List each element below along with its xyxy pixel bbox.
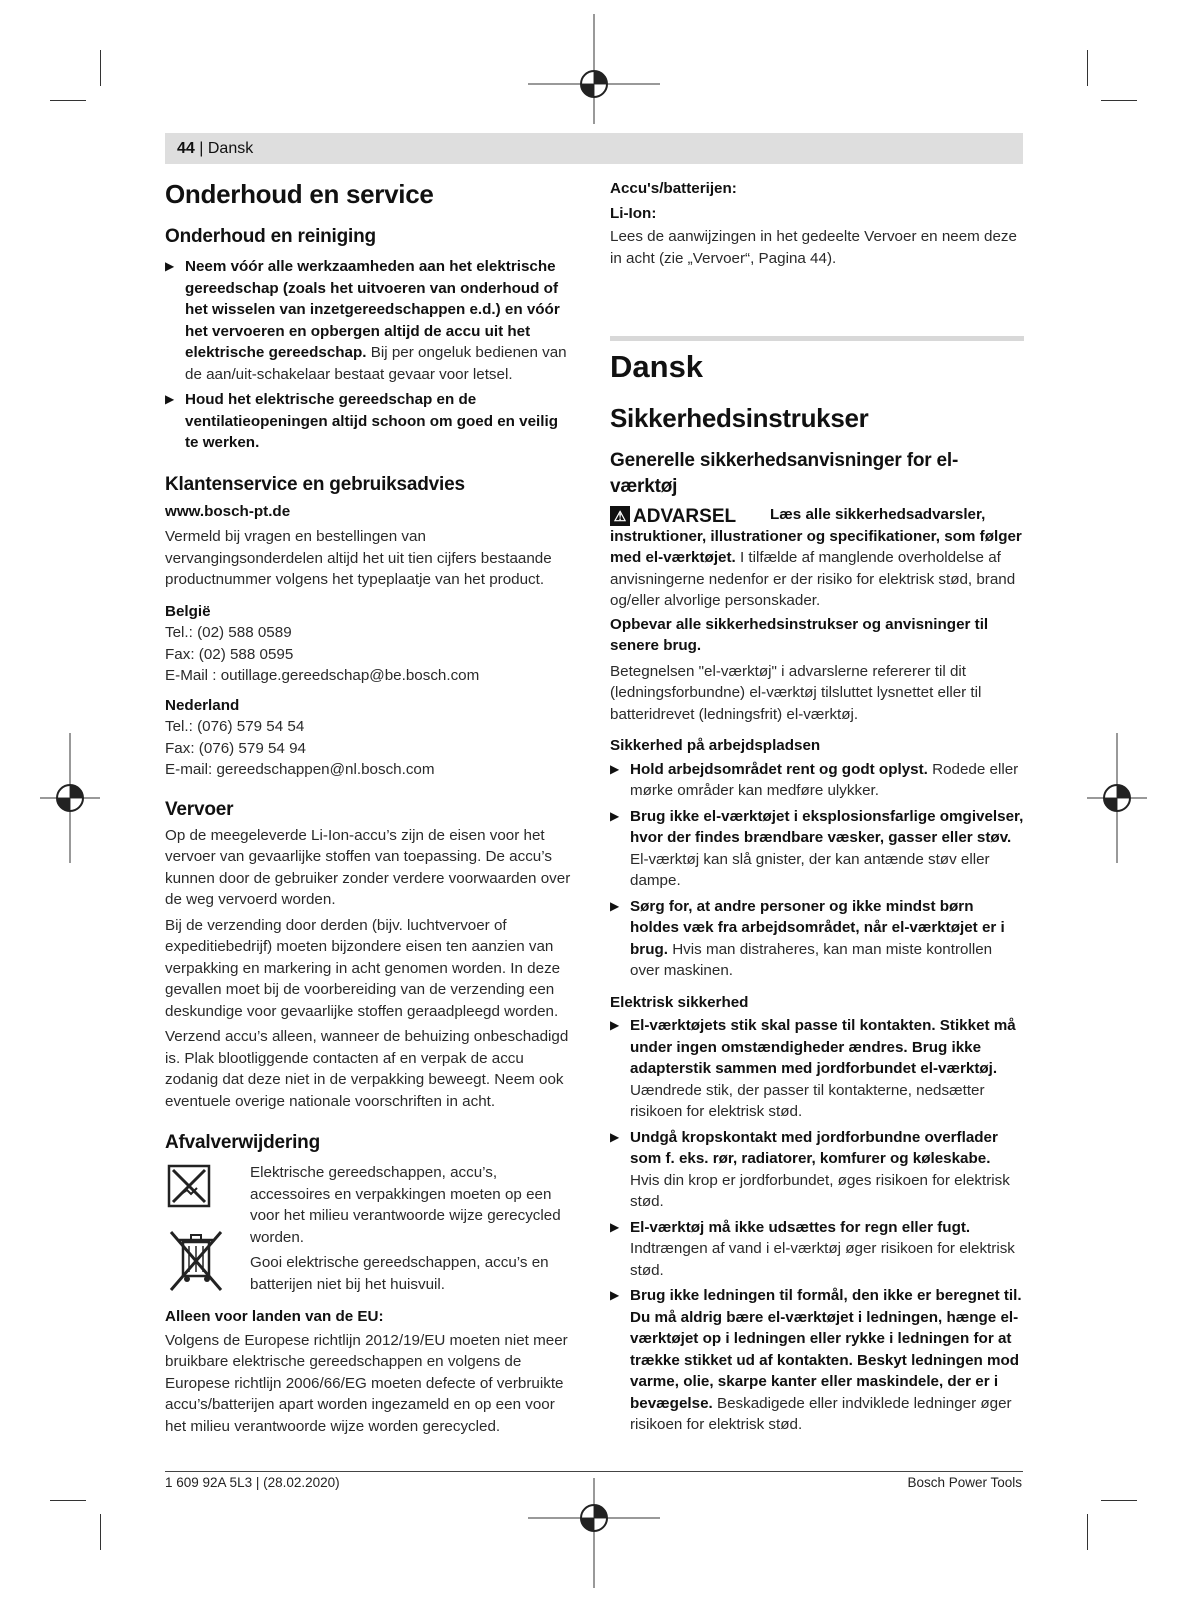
footer-divider	[165, 1471, 1023, 1472]
paragraph: Lees de aanwijzingen in het gedeelte Vervoer en neem deze in acht (zie „Vervoer“, Pagina 44).	[610, 228, 1017, 267]
header-language: Dansk	[207, 140, 254, 157]
crossed-bin-icon	[167, 1230, 225, 1294]
paragraph: Opbevar alle sikkerhedsinstrukser og anvisninger til senere brug.	[610, 615, 989, 654]
triangle-right-icon: ▶	[165, 392, 175, 406]
phone: Tel.: (076) 579 54 54	[165, 718, 305, 735]
crop-mark	[1087, 50, 1088, 86]
section-title: Onderhoud en service	[165, 179, 434, 209]
list-item: ▶ Neem vóór alle werkzaamheden aan het elektrische gereedschap (zoals het uitvoeren van onderhoud of het wisselen van inzetgereedschappen e.d.) en vóór het vervoeren en opbergen altijd de accu uit het elektrische gereedschap. Bij per ongeluk bedienen van de aan/uit-schakelaar bestaat gevaar voor letsel.	[165, 258, 567, 383]
triangle-right-icon: ▶	[165, 259, 175, 273]
paragraph: Vermeld bij vragen en bestellingen van vervangingsonderdelen altijd het uit tien cijfers bestaande productnummer volgens het typeplaatje van het product.	[165, 528, 552, 588]
list-item: ▶ Houd het elektrische gereedschap en de ventilatieopeningen altijd schoon om goed en veilig te werken.	[165, 391, 558, 451]
list-item: ▶ Brug ikke el-værktøjet i eksplosionsfarlige omgivelser, hvor der findes brændbare væsker, gasser eller støv. El-værktøj kan slå gnister, der kan antænde støv eller dampe.	[610, 807, 1024, 889]
list-item: ▶ El-værktøjets stik skal passe til kontakten. Stikket må under ingen omstændigheder ændres. Brug ikke adapterstik sammen med jordforbundet el-værktøj. Uændrede stik, der passer til kontakterne, nedsætter risikoen for elektrisk stød.	[610, 1017, 1016, 1120]
triangle-right-icon: ▶	[610, 1219, 620, 1234]
triangle-right-icon: ▶	[610, 898, 620, 913]
crop-mark	[50, 100, 86, 101]
page-header-text	[177, 140, 253, 158]
section-title: Sikkerhedsinstrukser	[610, 403, 869, 433]
paragraph: Læs alle sikkerhedsadvarsler, instruktioner, illustrationer og specifikationer, som følger med el-værktøjet. I tilfælde af manglende overholdelse af anvisningerne nedenfor er der risiko for elektrisk stød, brand og/eller alvorlige personskader.	[610, 506, 1022, 609]
subsection-title: Klantenservice en gebruiksadvies	[165, 473, 465, 495]
right-column-top	[610, 178, 1024, 273]
list-item: ▶ Undgå kropskontakt med jordforbundne overflader som f. eks. rør, radiatorer, komfurer og køleskabe. Hvis din krop er jordforbundet, øges risikoen for elektrisk stød.	[610, 1128, 1010, 1210]
registration-mark-icon	[528, 1478, 660, 1588]
crop-mark	[1101, 1500, 1137, 1501]
email[interactable]: E-mail: gereedschappen@nl.bosch.com	[165, 761, 435, 778]
registration-mark-icon	[528, 14, 660, 124]
paragraph: Verzend accu’s alleen, wanneer de behuizing onbeschadigd is. Plak blootliggende contacten af en verpak de accu zodanig dat deze niet in de verpakking beweegt. Neem ook eventuele overige nationale voorschriften in acht.	[165, 1028, 569, 1110]
triangle-right-icon: ▶	[610, 1129, 620, 1144]
subheading: Accu's/batterijen:	[610, 180, 737, 197]
left-column	[165, 178, 575, 1441]
crop-mark	[1101, 100, 1137, 101]
subheading: Elektrisk sikkerhed	[610, 993, 749, 1011]
subsection-title: Onderhoud en reiniging	[165, 226, 376, 247]
right-column	[610, 348, 1024, 1440]
page-header	[165, 133, 1023, 164]
country-title: Nederland	[165, 696, 240, 714]
registration-mark-icon	[40, 733, 100, 863]
disposal-block	[165, 1162, 575, 1302]
triangle-right-icon: ▶	[610, 761, 620, 776]
list-item: ▶ Brug ikke ledningen til formål, den ikke er beregnet til. Du må aldrig bære el-værktøjet i ledningen, hænge el-værktøjet op i ledningen eller rykke i ledningen for at trække stikket ud af kontakten. Beskyt ledningen mod varme, olie, skarpe kanter eller maskindele, der er i bevægelse. Beskadigede eller indviklede ledninger øger risikoen for elektrisk stød.	[610, 1287, 1022, 1433]
footer-brand: Bosch Power Tools	[907, 1475, 1022, 1490]
website-link[interactable]: www.bosch-pt.de	[165, 502, 291, 520]
triangle-right-icon: ▶	[610, 1018, 620, 1032]
language-title: Dansk	[610, 349, 704, 384]
recycle-no-dump-icon	[167, 1164, 211, 1208]
subsection-title: Generelle sikkerhedsanvisninger for el-værktøj	[610, 450, 959, 497]
triangle-right-icon: ▶	[610, 808, 620, 823]
list-item: ▶ Sørg for, at andre personer og ikke mindst børn holdes væk fra arbejdsområdet, når el-værktøjet er i brug. Hvis man distraheres, kan man miste kontrollen over maskinen.	[610, 897, 1005, 979]
country-title: België	[165, 602, 211, 620]
paragraph: Bij de verzending door derden (bijv. luchtvervoer of expeditiebedrijf) moeten bijzondere eisen ten aanzien van verpakking en markering in acht genomen worden. In deze gevallen moet bij de voorbereiding van de verzending een deskundige voor gevaarlijke stoffen geraadpleegd worden.	[165, 916, 561, 1020]
warning-triangle-icon: ⚠	[610, 506, 630, 526]
crop-mark	[100, 1514, 101, 1550]
subheading: Sikkerhed på arbejdspladsen	[610, 737, 821, 754]
warning-block	[610, 504, 1024, 612]
subheading: Alleen voor landen van de EU:	[165, 1308, 384, 1325]
warning-label: ⚠ ADVARSEL	[610, 506, 736, 528]
list-item: ▶ Hold arbejdsområdet rent og godt oplyst. Rodede eller mørke områder kan medføre ulykker.	[610, 760, 1019, 799]
subheading: Li-Ion:	[610, 204, 657, 222]
registration-mark-icon	[1087, 733, 1147, 863]
section-divider	[610, 336, 1024, 341]
list-item: ▶ El-værktøj må ikke udsættes for regn eller fugt. Indtrængen af vand i el-værktøj øger risikoen for elektrisk stød.	[610, 1218, 1015, 1279]
paragraph: Op de meegeleverde Li-Ion-accu’s zijn de eisen voor het vervoer van gevaarlijke stoffen van toepassing. De accu’s kunnen door de gebruiker zonder verdere voorwaarden over de weg vervoerd worden.	[165, 826, 571, 908]
footer-doc-number: 1 609 92A 5L3 | (28.02.2020)	[165, 1475, 340, 1490]
email[interactable]: E-Mail : outillage.gereedschap@be.bosch.com	[165, 667, 480, 684]
page-number: 44	[177, 140, 195, 157]
subsection-title: Vervoer	[165, 798, 234, 820]
crop-mark	[1087, 1514, 1088, 1550]
paragraph: Elektrische gereedschappen, accu’s, accessoires en verpakkingen moeten op een voor het milieu verantwoorde wijze gerecycled worden.	[250, 1164, 561, 1246]
crop-mark	[100, 50, 101, 86]
header-separator: |	[199, 140, 204, 157]
triangle-right-icon: ▶	[610, 1288, 620, 1302]
fax: Fax: (076) 579 54 94	[165, 739, 306, 757]
subsection-title: Afvalverwijdering	[165, 1132, 320, 1153]
paragraph: Betegnelsen "el-værktøj" i advarslerne refererer til dit (ledningsforbundne) el-værktøj tilsluttet lysnettet eller til batteridrevet (ledningsfrit) el-værktøj.	[610, 662, 982, 723]
phone: Tel.: (02) 588 0589	[165, 624, 292, 641]
crop-mark	[50, 1500, 86, 1501]
fax: Fax: (02) 588 0595	[165, 645, 294, 663]
paragraph: Gooi elektrische gereedschappen, accu’s en batterijen niet bij het huisvuil.	[250, 1254, 549, 1293]
paragraph: Volgens de Europese richtlijn 2012/19/EU moeten niet meer bruikbare elektrische gereedschappen en volgens de Europese richtlijn 2006/66/EG moeten defecte of verbruikte accu’s/batterijen apart worden ingezameld en op een voor het milieu verantwoorde wijze worden gerecycled.	[165, 1331, 568, 1435]
